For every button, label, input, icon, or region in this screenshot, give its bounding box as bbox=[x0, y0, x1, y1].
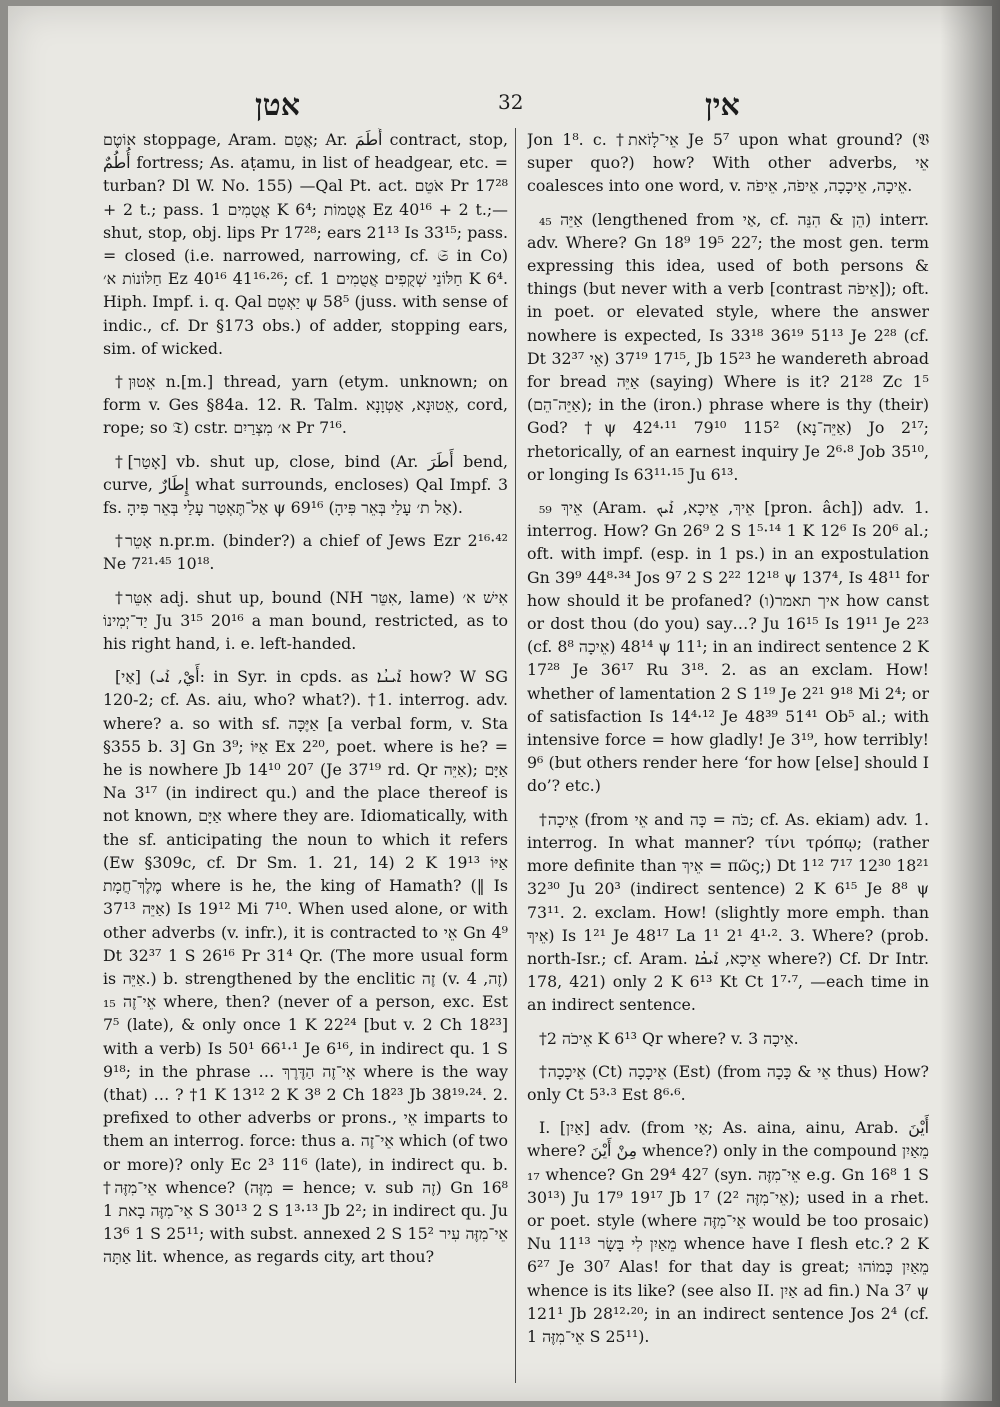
page-header bbox=[0, 88, 1000, 124]
entry-ekh: אֵיךְ ₅₉ (Aram. אֵיךְ, אֵיכָא, ܐܰܝܟ [pron. âch]) adv. 1. interrog. How? Gn 26⁹ 2 S 1⁵·¹⁴ 1 K 12⁶ Is 20⁶ al.; oft. with impf. (esp. in 1 ps.) in an expostulation Gn 39⁹ 44⁸·³⁴ Jos 9⁷ 2 S 2²² 12¹⁸ ψ 137⁴, Is 48¹¹ for how should it be profaned? איך תאמר(ו) how canst or dost thou (do you) say…? Ju 16¹⁵ Is 19¹¹ Je 2²³ (cf. 8⁸ אֵיכָה) 48¹⁴ ψ 11¹; in an indirect sentence 2 K 17²⁸ Je 36¹⁷ Ru 3¹⁸. 2. as an exclam. How! whether of lamentation 2 S 1¹⁹ Je 2²¹ 9¹⁸ Mi 2⁴; or of satisfaction Is 14⁴·¹² Je 48³⁹ 51⁴¹ Ob⁵ al.; with intensive force = how gladly! Je 3¹⁹, how terribly! 9⁶ (but others render here ‘for how [else] should I do’? etc.) bbox=[527, 498, 929, 796]
page-shadow bbox=[940, 0, 1000, 1407]
entry-itter-adj: †אִטֵּר adj. shut up, bound (NH אִטֵּר, lame) אִישׁ א׳ יַד־יְמִינוֹ Ju 3¹⁵ 20¹⁶ a man bound, restricted, as to his right hand, i. e. left-handed. bbox=[103, 587, 508, 654]
right-column bbox=[527, 128, 929, 1398]
entry-atam: אוֹטֶם stoppage, Aram. אֲטַם; Ar. أَطَمَ contract, stop, أُطُمٌ fortress; As. aṭamu, in list of headgear, etc. = turban? Dl W. No. 155) —Qal Pt. act. אֹטֵם Pr 17²⁸ + 2 t.; pass. אֲטֻמִים 1 K 6⁴; אֲטֻמוֹת Ez 40¹⁶ + 2 t.;—shut, stop, obj. lips Pr 17²⁸; ears 21¹³ Is 33¹⁵; pass. = closed (i.e. narrowed, narrowing, cf. 𝔖 in Co) חַלּוֹנוֹת א׳ Ez 40¹⁶ 41¹⁶·²⁶; cf. חַלּוֹנֵי שְׁקֻפִים אֲטֻמִים 1 K 6⁴. Hiph. Impf. i. q. Qal יַאְטֵם ψ 58⁵ (juss. with sense of indic., cf. Dr §173 obs.) of adder, stopping ears, sim. of wicked. bbox=[103, 130, 508, 358]
page-number: 32 bbox=[498, 90, 524, 114]
entry-continuation: Jon 1⁸. c. †אֵי־לָזֹאת Je 5⁷ upon what ground? (𝔙 super quo?) how? With other adverbs, אֵי coalesces into one word, v. אֵיכָה, אֵיכָכָה, אֵיפֹה, אֵיפֹה. bbox=[527, 130, 929, 196]
entry-ekhah: †אֵיכָה (from אֵי and כֹּה = כָּה; cf. As. ekiam) adv. 1. interrog. In what manner? τίνι τρόπῳ; (rather more definite than אֵיךְ = πῶς;) Dt 1¹² 7¹⁷ 12³⁰ 18²¹ 32³⁰ Ju 20³ (indirect sentence) 2 K 6¹⁵ Je 8⁸ ψ 73¹¹. 2. exclam. How! (slightly more emph. than אֵיךְ) Is 1²¹ Je 48¹⁷ La 1¹ 2¹ 4¹·². 3. Where? (prob. north-Isr.; cf. Aram. אֵיכָא, ܐܰܝܟܳܐ where?) Cf. Dr Intr. 178, 421) only 2 K 6¹³ Kt Ct 1⁷·⁷, —each time in an indirect sentence. bbox=[527, 809, 929, 1015]
entry-ayyeh: אַיֵּה ₄₅ (lengthened from אַי, cf. הֵן & הִנֵּה) interr. adv. Where? Gn 18⁹ 19⁵ 22⁷; the most gen. term expressing this idea, used of both persons & things (but never with a verb [contrast אֵיפֹה]); oft. in poet. or elevated style, where the answer nowhere is expected, Is 33¹⁸ 36¹⁹ 51¹³ Je 2²⁸ (cf. Dt 32³⁷ אֵי) 17¹⁵ 37¹⁹, Jb 15²³ he wandereth abroad for bread אַיֵּה (saying) Where is it? 21²⁸ Zc 1⁵ (אַיֵּה־הֵם); in the (iron.) phrase where is thy (their) God? †ψ 42⁴·¹¹ 79¹⁰ 115² (אַיֵּה־נָא) Jo 2¹⁷; rhetorically, of an earnest inquiry Je 2⁶·⁸ Job 35¹⁰, or longing Is 63¹¹·¹⁵ Ju 6¹³. bbox=[527, 209, 929, 484]
entry-atar-verb: †[אָטַר] vb. shut up, close, bind (Ar. أَطَرَ bend, curve, إِطَارٌ what surrounds, encloses) Qal Impf. 3 fs. אַל־תֶּאְטַר עָלַי בְּאֵר פִּיהָ ψ 69¹⁶ (אַל ת׳ עָלַי בְּאֵר פִּיהָ). bbox=[103, 451, 508, 518]
entry-ay: [אַי] (أَيْ, ܐܰܝ: in Syr. in cpds. as ܐܰܝܢܳܐ how? W SG 120-2; cf. As. aiu, who? what?). †1. interrog. adv. where? a. so with sf. אַיֶּכָּה [a verbal form, v. Sta §355 b. 3] Gn 3⁹; אַיּוֹ Ex 2²⁰, poet. where is he? = he is nowhere Jb 14¹⁰ 20⁷ (Je 37¹⁹ rd. Qr אַיֵּה); אַיָּם Na 3¹⁷ (in indirect qu.) and the place thereof is not known, אַיָּם where they are. Idiomatically, with the sf. anticipating the noun to which it refers (Ew §309c, cf. Dr Sm. 1. 21, 14) 2 K 19¹³ אַיּוֹ מֶלֶךְ־חֲמָת where is he, the king of Hamath? (‖ Is 37¹³ אַיֵּה) Is 19¹² Mi 7¹⁰. When used alone, or with other adverbs (v. infr.), it is contracted to אֵי Gn 4⁹ Dt 32³⁷ 1 S 26¹⁶ Pr 31⁴ Qr. (The more usual form is אַיֵּה.) b. strengthened by the enclitic זֶה (v. זֶה, 4) אֵי־זֶה ₁₅ where, then? (never of a person, exc. Est 7⁵ (late), & only once 1 K 22²⁴ [but v. 2 Ch 18²³] with a verb) Is 50¹ 66¹·¹ Je 6¹⁶, in indirect qu. 1 S 9¹⁸; in the phrase … אֵי־זֶה הַדֶּרֶךְ where is the way (that) … ? †1 K 13¹² 2 K 3⁸ 2 Ch 18²³ Jb 38¹⁹·²⁴. 2. prefixed to other adverbs or prons., אֵי imparts to them an interrog. force: thus a. אֵי־זֶה which (of two or more)? only Ec 2³ 11⁶ (late), in indirect qu. b. †אֵי־מִזֶּה whence? (מִזֶּה = hence; v. sub זֶה) Gn 16⁸ אֵי־מִזֶּה בָאת 1 S 30¹³ 2 S 1³·¹³ Jb 2²; in indirect qu. Ju 13⁶ 1 S 25¹¹; with subst. annexed 2 S 15² אֵי־מִזֶּה עִיר אַתָּה lit. whence, as regards city, art thou? bbox=[103, 667, 508, 1267]
column-divider bbox=[515, 128, 516, 1383]
left-running-head: אטן bbox=[255, 88, 301, 123]
entry-ayin: I. [אַיִן] adv. (from אַי; As. aina, ainu, Arab. أَيْنَ where? مِنْ أَيْنَ whence?) only in the compound מֵאַיִן ₁₇ whence? Gn 29⁴ 42⁷ (syn. אֵי־מִזֶּה e.g. Gn 16⁸ 1 S 30¹³) Ju 17⁹ 19¹⁷ Jb 1⁷ (2² אֵי־מִזֶּה); used in a rhet. or poet. style (where אֵי־מִזֶּה would be too prosaic) Nu 11¹³ מֵאַיִן לִי בָּשָׂר whence have I flesh etc.? 2 K 6²⁷ Je 30⁷ Alas! for that day is great; מֵאַיִן כָּמוֹהוּ whence is its like? (see also II. אַיִן ad fin.) Na 3⁷ ψ 121¹ Jb 28¹²·²⁰; in an indirect sentence Jos 2⁴ (cf. אֵי־מִזֶּה 1 S 25¹¹). bbox=[527, 1118, 929, 1346]
left-column bbox=[103, 128, 508, 1398]
entry-ekhoh: †אֵיכֹה 2 K 6¹³ Qr where? v. אֵיכָה 3. bbox=[539, 1028, 799, 1048]
entry-ater-name: †אָטֵר n.pr.m. (binder?) a chief of Jews Ezr 2¹⁶·⁴² Ne 7²¹·⁴⁵ 10¹⁸. bbox=[103, 531, 508, 574]
entry-ekhakhah: †אֵיכָכָה (Ct) אֵיכָכָה (Est) (from אֵי & כָּכָה thus) How? only Ct 5³·³ Est 8⁶·⁶. bbox=[527, 1061, 929, 1104]
right-running-head: אין bbox=[705, 88, 740, 123]
entry-etun: †אֵטוּן n.[m.] thread, yarn (etym. unknown; on form v. Ges §84a. 12. R. Talm. אֵטוּנָא, אַטְוָנָא, cord, rope; so 𝔗) cstr. א׳ מִצְרַיִם Pr 7¹⁶. bbox=[103, 372, 508, 438]
